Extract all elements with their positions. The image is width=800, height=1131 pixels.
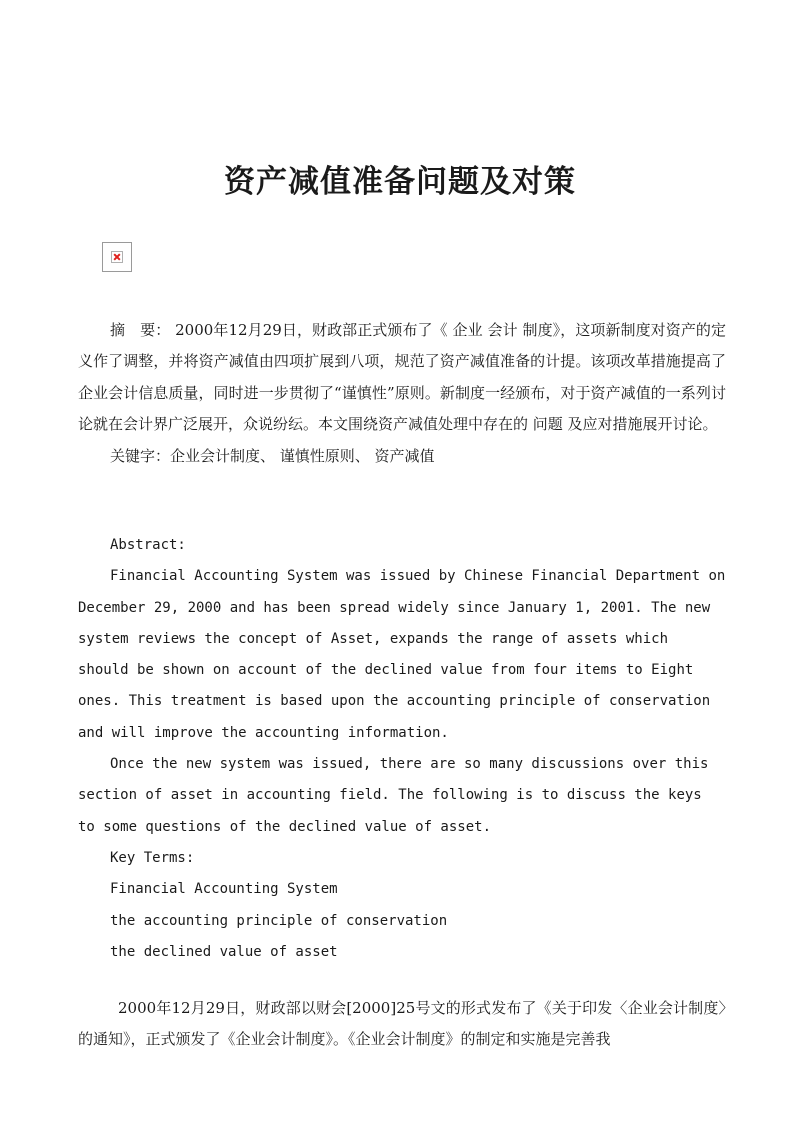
key-term-item: the declined value of asset	[110, 943, 338, 960]
body-paragraph-1: 2000年12月29日，财政部以财会[2000]25号文的形式发布了《关于印发〈企业会计制度〉的通知》，正式颁发了《企业会计制度》。《企业会计制度》的制定和实施是完善我	[78, 999, 726, 1049]
abstract-chinese-text: 摘 要： 2000年12月29日，财政部正式颁布了《 企业 会计 制度》，这项新制度对资产的定义作了调整，并将资产减值由四项扩展到八项，规范了资产减值准备的计提。该项改革措施提高了企业会计信息质量，同时进一步贯彻了“谨慎性”原则。新制度一经颁布，对于资产减值的一系列讨论就在会计界广泛展开，众说纷纭。本文围绕资产减值处理中存在的 问题 及应对措施展开讨论。	[78, 321, 726, 434]
abstract-chinese	[78, 315, 726, 472]
key-term-item: the accounting principle of conservation	[110, 912, 448, 929]
abstract-english-label: Abstract:	[110, 537, 186, 553]
body-text	[78, 993, 726, 1056]
broken-image-icon	[102, 242, 132, 272]
abstract-english-paragraph-2: Once the new system was issued, there are so many discussions over this section of asset in accounting field. The following is to discuss the keys to some questions of the declined value of asset.	[78, 756, 709, 835]
key-term-item: Financial Accounting System	[110, 881, 338, 898]
abstract-english-paragraph-1: Financial Accounting System was issued by Chinese Financial Department on December 29, 2000 and has been spread widely since January 1, 2001. The new system reviews the concept of Asset, expands the range of assets which should be shown on account of the declined value from four items to Eight ones. This treatment is based upon the accounting principle of conservation and will improve the accounting information.	[78, 568, 726, 741]
abstract-english	[78, 530, 726, 968]
keywords-chinese: 关键字：企业会计制度、 谨慎性原则、 资产减值	[110, 446, 435, 465]
key-terms-label: Key Terms:	[110, 849, 195, 866]
document-title: 资产减值准备问题及对策	[224, 164, 576, 200]
